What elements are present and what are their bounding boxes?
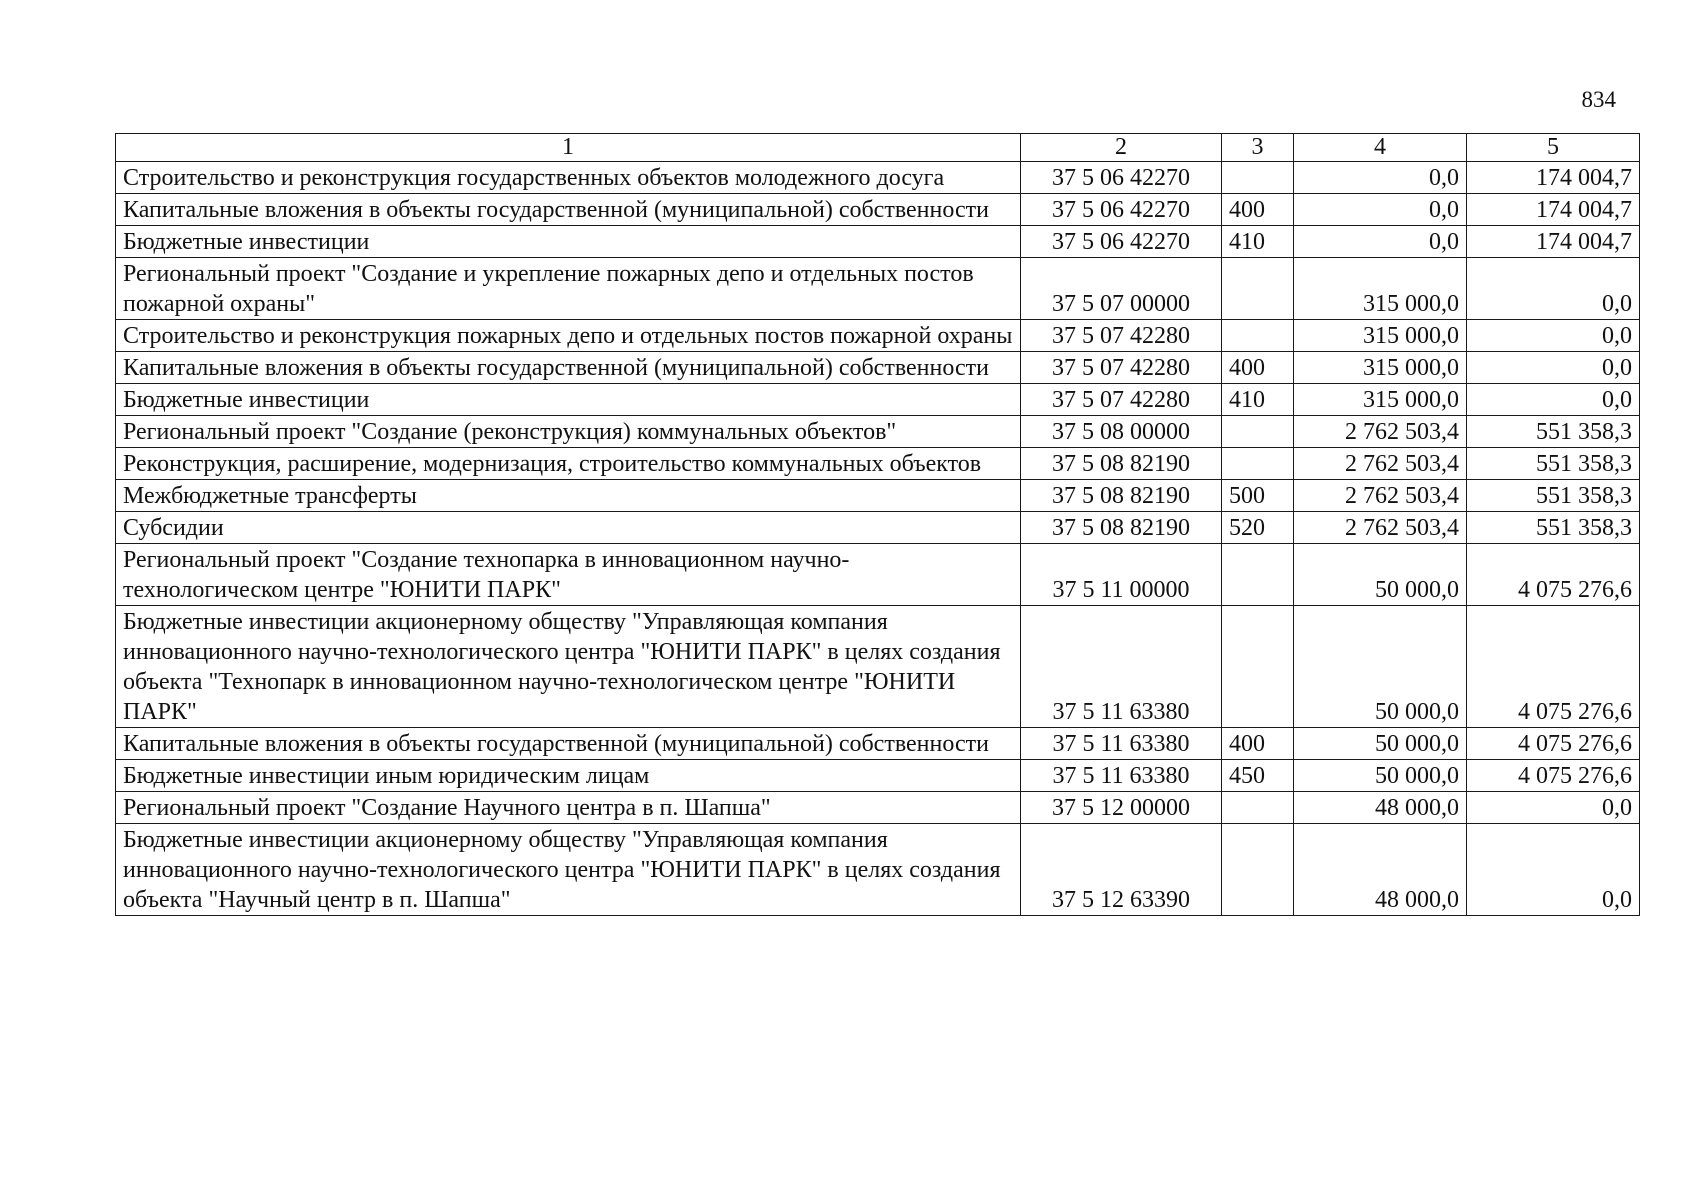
row-amount-col4-cell: 2 762 503,4 (1294, 512, 1467, 544)
row-amount-col4-cell: 2 762 503,4 (1294, 480, 1467, 512)
row-type-cell: 450 (1222, 760, 1294, 792)
row-name-cell: Капитальные вложения в объекты государственной (муниципальной) собственности (116, 352, 1021, 384)
row-name-cell: Бюджетные инвестиции акционерному обществу "Управляющая компания инновационного научно-технологического центра "ЮНИТИ ПАРК" в целях создания объекта "Технопарк в инновационном научно-технологическом центре "ЮНИТИ ПАРК" (116, 606, 1021, 728)
header-col-2: 2 (1021, 134, 1222, 162)
table-row (116, 792, 1640, 824)
row-name-cell: Региональный проект "Создание и укрепление пожарных депо и отдельных постов пожарной охраны" (116, 258, 1021, 320)
row-code-cell: 37 5 07 42280 (1021, 320, 1222, 352)
row-type-cell: 520 (1222, 512, 1294, 544)
row-type-cell (1222, 544, 1294, 606)
row-name-cell: Бюджетные инвестиции иным юридическим лицам (116, 760, 1021, 792)
row-amount-col5-cell: 4 075 276,6 (1467, 760, 1640, 792)
header-row (116, 134, 1640, 162)
table-row (116, 480, 1640, 512)
table-row (116, 384, 1640, 416)
row-code-cell: 37 5 11 63380 (1021, 728, 1222, 760)
row-amount-col4-cell: 0,0 (1294, 194, 1467, 226)
row-code-cell: 37 5 06 42270 (1021, 162, 1222, 194)
row-type-cell: 400 (1222, 352, 1294, 384)
header-col-5: 5 (1467, 134, 1640, 162)
row-amount-col4-cell: 48 000,0 (1294, 824, 1467, 916)
row-amount-col5-cell: 4 075 276,6 (1467, 544, 1640, 606)
row-amount-col5-cell: 0,0 (1467, 824, 1640, 916)
row-name-cell: Региональный проект "Создание (реконструкция) коммунальных объектов" (116, 416, 1021, 448)
row-type-cell (1222, 416, 1294, 448)
row-code-cell: 37 5 08 82190 (1021, 512, 1222, 544)
row-amount-col5-cell: 0,0 (1467, 258, 1640, 320)
budget-table (115, 133, 1640, 916)
table-row (116, 728, 1640, 760)
row-name-cell: Субсидии (116, 512, 1021, 544)
row-amount-col4-cell: 48 000,0 (1294, 792, 1467, 824)
row-name-cell: Бюджетные инвестиции (116, 226, 1021, 258)
table-row (116, 258, 1640, 320)
row-amount-col4-cell: 50 000,0 (1294, 544, 1467, 606)
row-amount-col5-cell: 0,0 (1467, 352, 1640, 384)
row-code-cell: 37 5 11 00000 (1021, 544, 1222, 606)
row-type-cell: 500 (1222, 480, 1294, 512)
table-row (116, 606, 1640, 728)
table-row (116, 226, 1640, 258)
row-amount-col4-cell: 315 000,0 (1294, 258, 1467, 320)
table-row (116, 416, 1640, 448)
row-amount-col5-cell: 0,0 (1467, 792, 1640, 824)
table-row (116, 320, 1640, 352)
table-row (116, 162, 1640, 194)
table-body (116, 162, 1640, 916)
header-col-3: 3 (1222, 134, 1294, 162)
row-type-cell (1222, 448, 1294, 480)
row-amount-col5-cell: 551 358,3 (1467, 512, 1640, 544)
row-code-cell: 37 5 08 82190 (1021, 480, 1222, 512)
row-amount-col4-cell: 315 000,0 (1294, 320, 1467, 352)
row-amount-col5-cell: 0,0 (1467, 320, 1640, 352)
row-amount-col4-cell: 0,0 (1294, 226, 1467, 258)
row-name-cell: Бюджетные инвестиции акционерному обществу "Управляющая компания инновационного научно-технологического центра "ЮНИТИ ПАРК" в целях создания объекта "Научный центр в п. Шапша" (116, 824, 1021, 916)
row-code-cell: 37 5 07 42280 (1021, 384, 1222, 416)
row-amount-col5-cell: 174 004,7 (1467, 194, 1640, 226)
table-row (116, 824, 1640, 916)
row-name-cell: Региональный проект "Создание Научного центра в п. Шапша" (116, 792, 1021, 824)
row-type-cell (1222, 824, 1294, 916)
row-code-cell: 37 5 06 42270 (1021, 194, 1222, 226)
row-amount-col4-cell: 2 762 503,4 (1294, 416, 1467, 448)
row-amount-col5-cell: 4 075 276,6 (1467, 606, 1640, 728)
row-code-cell: 37 5 11 63380 (1021, 606, 1222, 728)
table-row (116, 544, 1640, 606)
table-row (116, 194, 1640, 226)
row-amount-col4-cell: 315 000,0 (1294, 384, 1467, 416)
table-row (116, 448, 1640, 480)
row-code-cell: 37 5 06 42270 (1021, 226, 1222, 258)
row-amount-col5-cell: 0,0 (1467, 384, 1640, 416)
row-type-cell (1222, 258, 1294, 320)
row-amount-col5-cell: 551 358,3 (1467, 416, 1640, 448)
table-row (116, 760, 1640, 792)
row-type-cell: 400 (1222, 194, 1294, 226)
table-row (116, 512, 1640, 544)
row-name-cell: Капитальные вложения в объекты государственной (муниципальной) собственности (116, 194, 1021, 226)
table-row (116, 352, 1640, 384)
row-name-cell: Региональный проект "Создание технопарка в инновационном научно-технологическом центре "ЮНИТИ ПАРК" (116, 544, 1021, 606)
row-code-cell: 37 5 07 00000 (1021, 258, 1222, 320)
row-amount-col4-cell: 2 762 503,4 (1294, 448, 1467, 480)
row-name-cell: Строительство и реконструкция пожарных депо и отдельных постов пожарной охраны (116, 320, 1021, 352)
row-amount-col4-cell: 50 000,0 (1294, 728, 1467, 760)
row-type-cell: 410 (1222, 384, 1294, 416)
row-name-cell: Строительство и реконструкция государственных объектов молодежного досуга (116, 162, 1021, 194)
page-number: 834 (1581, 87, 1616, 112)
row-code-cell: 37 5 11 63380 (1021, 760, 1222, 792)
row-type-cell (1222, 320, 1294, 352)
row-code-cell: 37 5 08 82190 (1021, 448, 1222, 480)
row-amount-col5-cell: 551 358,3 (1467, 480, 1640, 512)
row-code-cell: 37 5 12 00000 (1021, 792, 1222, 824)
row-code-cell: 37 5 08 00000 (1021, 416, 1222, 448)
row-name-cell: Бюджетные инвестиции (116, 384, 1021, 416)
row-type-cell (1222, 792, 1294, 824)
row-amount-col5-cell: 4 075 276,6 (1467, 728, 1640, 760)
row-name-cell: Реконструкция, расширение, модернизация, строительство коммунальных объектов (116, 448, 1021, 480)
row-amount-col4-cell: 0,0 (1294, 162, 1467, 194)
row-type-cell: 410 (1222, 226, 1294, 258)
row-amount-col5-cell: 174 004,7 (1467, 226, 1640, 258)
row-name-cell: Межбюджетные трансферты (116, 480, 1021, 512)
row-name-cell: Капитальные вложения в объекты государственной (муниципальной) собственности (116, 728, 1021, 760)
row-type-cell: 400 (1222, 728, 1294, 760)
header-col-4: 4 (1294, 134, 1467, 162)
header-col-1: 1 (116, 134, 1021, 162)
row-amount-col5-cell: 174 004,7 (1467, 162, 1640, 194)
row-amount-col5-cell: 551 358,3 (1467, 448, 1640, 480)
row-amount-col4-cell: 50 000,0 (1294, 606, 1467, 728)
row-code-cell: 37 5 07 42280 (1021, 352, 1222, 384)
row-code-cell: 37 5 12 63390 (1021, 824, 1222, 916)
row-type-cell (1222, 162, 1294, 194)
row-type-cell (1222, 606, 1294, 728)
row-amount-col4-cell: 315 000,0 (1294, 352, 1467, 384)
row-amount-col4-cell: 50 000,0 (1294, 760, 1467, 792)
